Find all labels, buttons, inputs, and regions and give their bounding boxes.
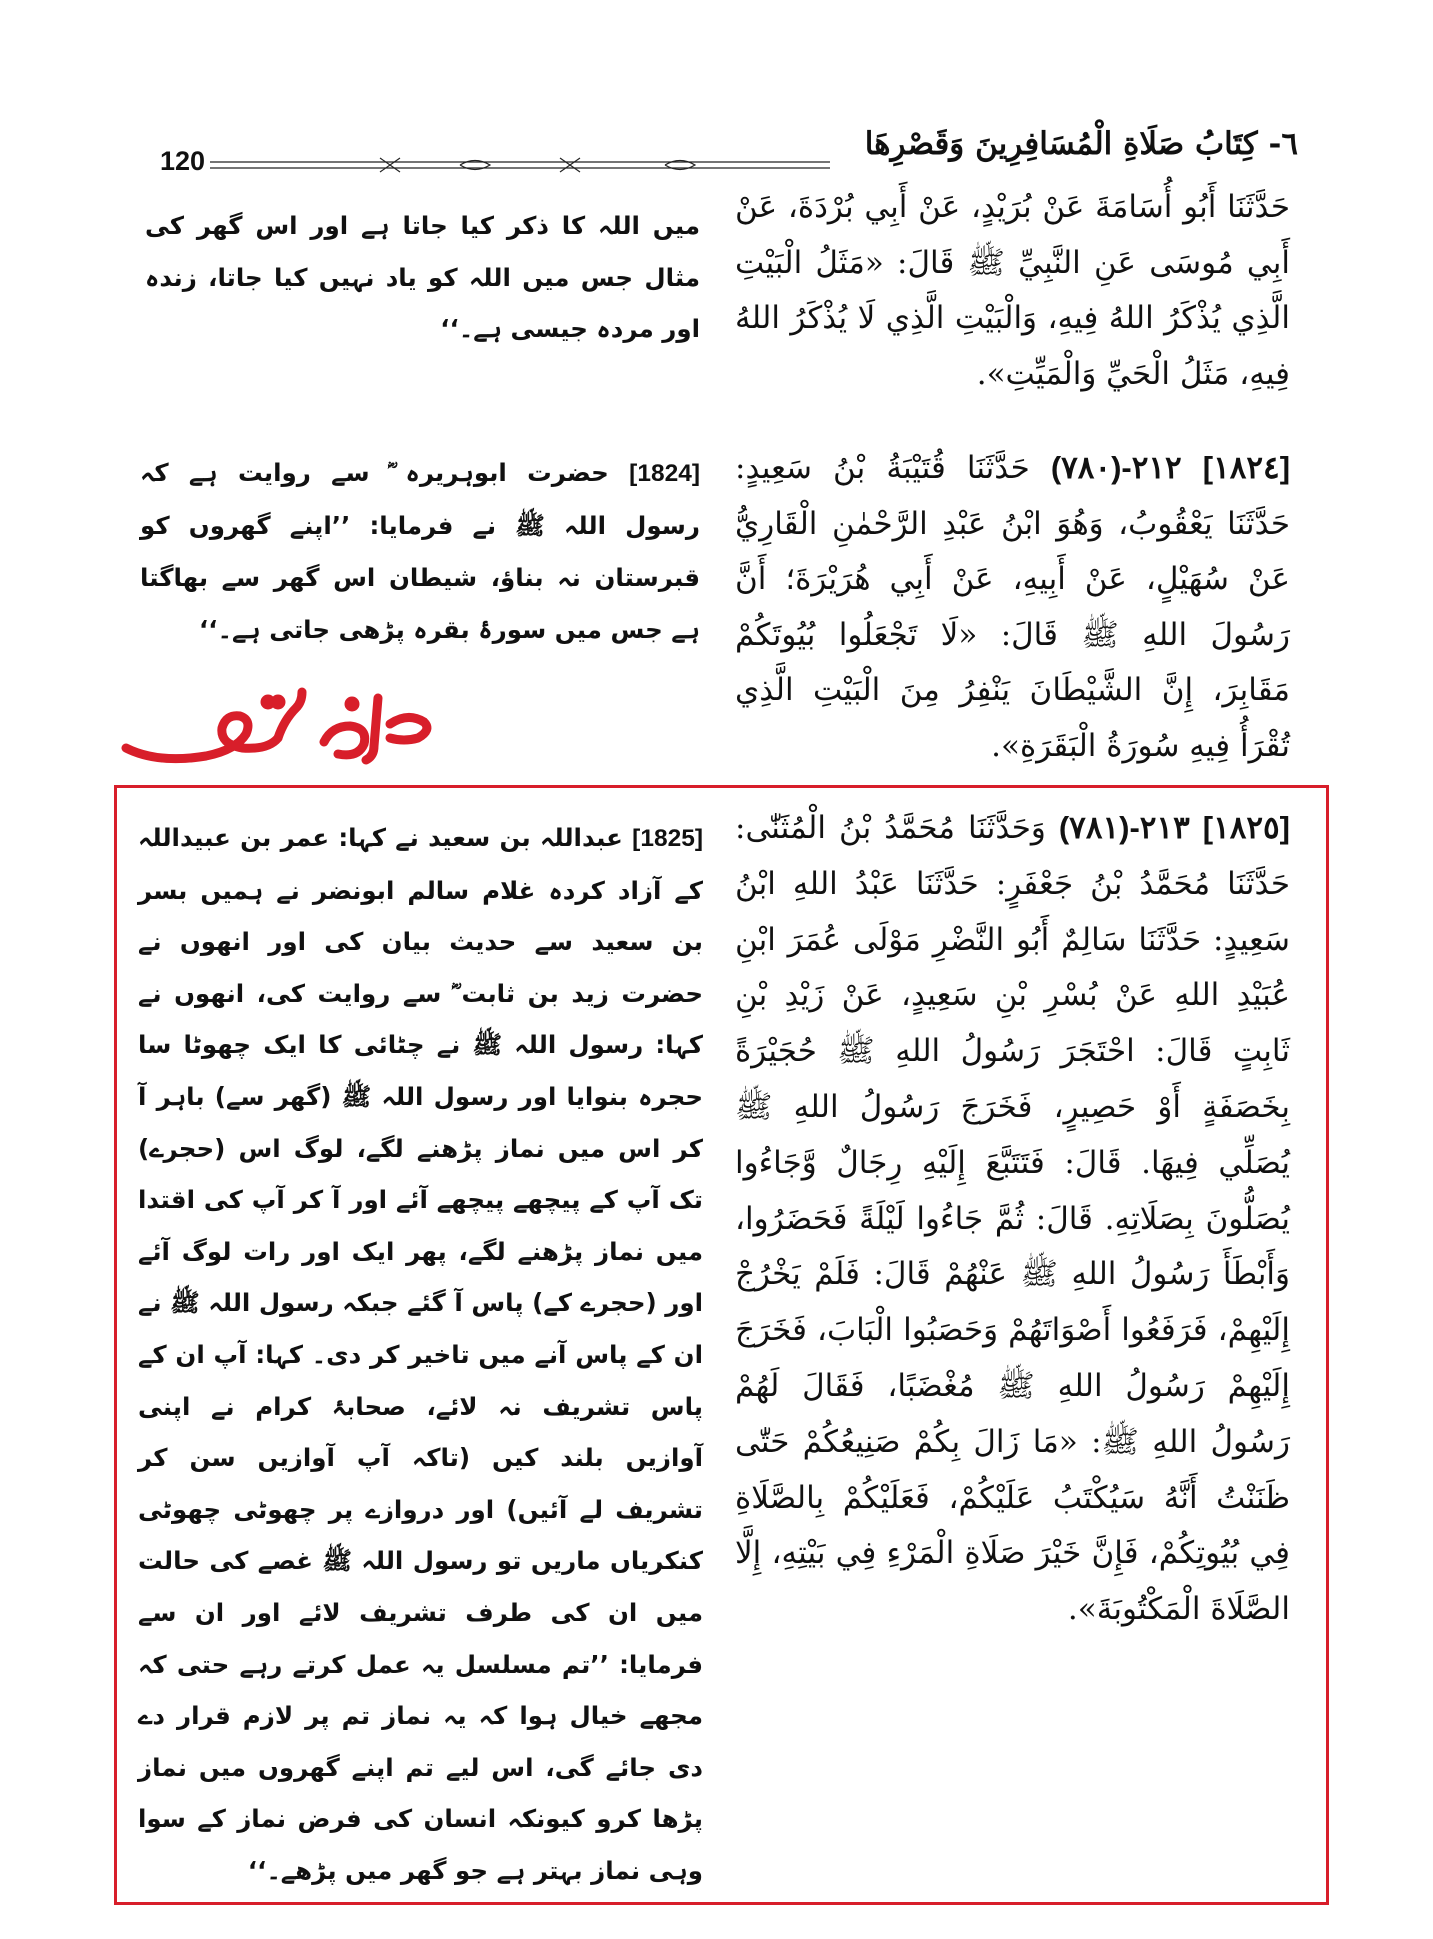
hadith-number: [1825]: [632, 825, 703, 852]
hadith-1825-urdu: [138, 812, 703, 1896]
hadith-arabic-reference: ٢١٢-(٧٨٠): [1050, 450, 1182, 485]
hadith-arabic-text: وَحَدَّثَنَا مُحَمَّدُ بْنُ الْمُثَنّٰى: حَدَّثَنَا مُحَمَّدُ بْنُ جَعْفَرٍ: حَدَّثَنَا عَبْدُ اللهِ ابْنُ سَعِيدٍ: حَدَّثَنَا سَالِمٌ أَبُو النَّضْرِ مَوْلَى عُمَرَ ابْنِ عُبَيْدِ اللهِ عَنْ بُسْرِ بْنِ سَعِيدٍ، عَنْ زَيْدِ بْنِ ثَابِتٍ قَالَ: احْتَجَرَ رَسُولُ اللهِ ﷺ حُجَيْرَةً بِخَصَفَةٍ أَوْ حَصِيرٍ، فَخَرَجَ رَسُولُ اللهِ ﷺ يُصَلِّي فِيهَا. قَالَ: فَتَتَبَّعَ إِلَيْهِ رِجَالٌ وَّجَاءُوا يُصَلُّونَ بِصَلَاتِهِ. قَالَ: ثُمَّ جَاءُوا لَيْلَةً فَحَضَرُوا، وَأَبْطَأَ رَسُولُ اللهِ ﷺ عَنْهُمْ قَالَ: فَلَمْ يَخْرُجْ إِلَيْهِمْ، فَرَفَعُوا أَصْوَاتَهُمْ وَحَصَبُوا الْبَابَ، فَخَرَجَ إِلَيْهِمْ رَسُولُ اللهِ ﷺ مُغْضَبًا، فَقَالَ لَهُمْ رَسُولُ اللهِ ﷺ: «مَا زَالَ بِكُمْ صَنِيعُكُمْ حَتّٰى ظَنَنْتُ أَنَّهُ سَيُكْتَبُ عَلَيْكُمْ، فَعَلَيْكُمْ بِالصَّلَاةِ فِي بُيُوتِكُمْ، فَإِنَّ خَيْرَ صَلَاةِ الْمَرْءِ فِي بَيْتِهِ، إِلَّا الصَّلَاةَ الْمَكْتُوبَةَ».: [735, 810, 1290, 1628]
hadith-1824-arabic: [735, 440, 1290, 774]
page-number: 120: [160, 146, 206, 176]
hadith-urdu-translation: میں اللہ کا ذکر کیا جاتا ہے اور اس گھر کی مثال جس میں اللہ کو یاد نہیں کیا جاتا، زندہ اور مردہ جیسی ہے۔‘‘: [145, 211, 700, 343]
hadith-1825-arabic: [735, 800, 1290, 1638]
hadith-arabic-text: حَدَّثَنَا قُتَيْبَةُ بْنُ سَعِيدٍ: حَدَّثَنَا يَعْقُوبُ، وَهُوَ ابْنُ عَبْدِ الرَّحْمٰنِ الْقَارِيُّ عَنْ سُهَيْلٍ، عَنْ أَبِيهِ، عَنْ أَبِي هُرَيْرَةَ؛ أَنَّ رَسُولَ اللهِ ﷺ قَالَ: «لَا تَجْعَلُوا بُيُوتَكُمْ مَقَابِرَ، إِنَّ الشَّيْطَانَ يَنْفِرُ مِنَ الْبَيْتِ الَّذِي تُقْرَأُ فِيهِ سُورَةُ الْبَقَرَةِ».: [735, 450, 1290, 764]
hadith-urdu-translation: حضرت ابوہریرہ ؓ سے روایت ہے کہ رسول اللہ ﷺ نے فرمایا: ’’اپنے گھروں کو قبرستان نہ بناؤ، شیطان اس گھر سے بھاگتا ہے جس میں سورۂ بقرہ پڑھی جاتی ہے۔‘‘: [140, 458, 700, 644]
handwritten-signature: [118, 668, 436, 780]
chapter-title: ٦- كِتَابُ صَلَاةِ الْمُسَافِرِينَ وَقَصْرِهَا: [864, 126, 1298, 162]
hadith-arabic-number: [١٨٢٤]: [1202, 450, 1291, 485]
hadith-1824-urdu: [140, 447, 700, 656]
hadith-arabic-number: [١٨٢٥]: [1202, 810, 1290, 845]
hadith-urdu-translation: عبداللہ بن سعید نے کہا: عمر بن عبیداللہ کے آزاد کردہ غلام سالم ابونضر نے ہمیں بسر بن سعید سے حدیث بیان کی اور انھوں نے حضرت زید بن ثابت ؓ سے روایت کی، انھوں نے کہا: رسول اللہ ﷺ نے چٹائی کا ایک چھوٹا سا حجرہ بنوایا اور رسول اللہ ﷺ (گھر سے) باہر آ کر اس میں نماز پڑھنے لگے، لوگ اس (حجرے) تک آپ کے پیچھے پیچھے آئے اور آ کر آپ کی اقتدا میں نماز پڑھنے لگے، پھر ایک اور رات لوگ آئے اور (حجرے کے) پاس آ گئے جبکہ رسول اللہ ﷺ نے ان کے پاس آنے میں تاخیر کر دی۔ کہا: آپ ان کے پاس تشریف نہ لائے، صحابۂ کرام نے اپنی آوازیں بلند کیں (تاکہ آپ آوازیں سن کر تشریف لے آئیں) اور دروازے پر چھوٹی چھوٹی کنکریاں ماریں تو رسول اللہ ﷺ غصے کی حالت میں ان کی طرف تشریف لائے اور ان سے فرمایا: ’’تم مسلسل یہ عمل کرتے رہے حتی کہ مجھے خیال ہوا کہ یہ نماز تم پر لازم قرار دے دی جائے گی، اس لیے تم اپنے گھروں میں نماز پڑھا کرو کیونکہ انسان کی فرض نماز کے سوا وہی نماز بہتر ہے جو گھر میں پڑھے۔‘‘: [138, 823, 703, 1885]
header-ornament-rule: [210, 156, 830, 174]
hadith-arabic-reference: ٢١٣-(٧٨١): [1058, 810, 1190, 845]
hadith-arabic-text: حَدَّثَنَا أَبُو أُسَامَةَ عَنْ بُرَيْدٍ، عَنْ أَبِي بُرْدَةَ، عَنْ أَبِي مُوسَى عَنِ النَّبِيِّ ﷺ قَالَ: «مَثَلُ الْبَيْتِ الَّذِي يُذْكَرُ اللهُ فِيهِ، وَالْبَيْتِ الَّذِي لَا يُذْكَرُ اللهُ فِيهِ، مَثَلُ الْحَيِّ وَالْمَيِّتِ».: [735, 189, 1290, 392]
page-header: [150, 118, 1298, 176]
hadith-number: [1824]: [629, 460, 701, 487]
